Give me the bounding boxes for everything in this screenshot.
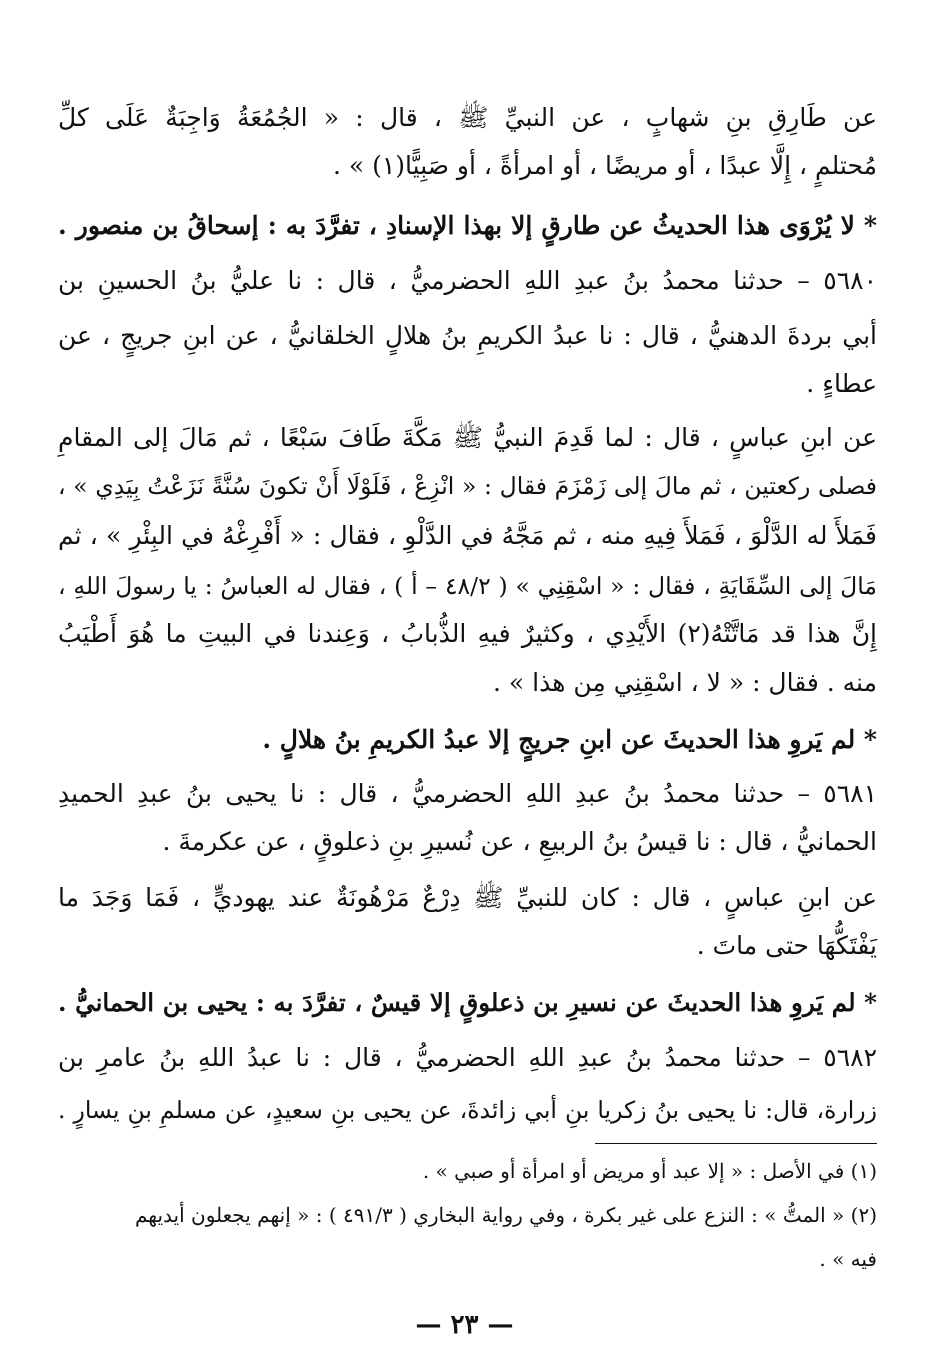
note-line-1: * لا يُرْوَى هذا الحديثُ عن طارقٍ إلا بهذا الإسنادِ ، تفرَّدَ به : إسحاقُ بن منصور .	[58, 211, 877, 240]
text-line-6: عطاءٍ .	[806, 369, 877, 398]
text-line-20: زرارة، قال: نا يحيى بنُ زكريا بنِ أبي زائدةَ، عن يحيى بنِ سعيدٍ، عن مسلمِ بنِ يسارٍ .	[58, 1096, 877, 1124]
page-number: — ٢٣ —	[415, 1310, 514, 1340]
note-line-3: * لم يَروِ هذا الحديثَ عن نسيرِ بن ذعلوقٍ إلا قيسٌ ، تفرَّدَ به : يحيى بن الحمانيُّ .	[58, 988, 877, 1017]
footnote-2-continued: فيه » .	[819, 1247, 877, 1271]
text-line-10: مَالَ إلى السِّقَايَةِ ، فقال : « اسْقِنِي » ( ٤٨/٢ – أ ) ، فقال له العباسُ : يا رسولَ اللهِ ،	[58, 572, 877, 600]
text-line-15: الحمانيُّ ، قال : نا قيسُ بنُ الربيعِ ، عن نُسيرِ بنِ ذعلوقٍ ، عن عكرمةَ .	[162, 827, 877, 856]
hadith-5680-header: ٥٦٨٠ – حدثنا محمدُ بنُ عبدِ اللهِ الحضرميُّ ، قال : نا عليُّ بنُ الحسينِ بن	[58, 266, 877, 295]
text-line-1: عن طَارِقِ بنِ شهابٍ ، عن النبيِّ ﷺ ، قال : « الجُمُعَةُ وَاجِبَةٌ عَلَى كلِّ	[58, 103, 877, 132]
note-line-2: * لم يَروِ هذا الحديثَ عن ابنِ جريجٍ إلا عبدُ الكريمِ بنُ هلالٍ .	[262, 725, 877, 754]
text-line-17: يَفْتَكُّهَا حتى ماتَ .	[696, 931, 877, 960]
footnote-2: (٢) « المتُّ » : النزع على غير بكرة ، وفي رواية البخاري ( ٤٩١/٣ ) : « إنهم يجعلون أيديهم	[134, 1203, 877, 1227]
hadith-5681-header: ٥٦٨١ – حدثنا محمدُ بنُ عبدِ اللهِ الحضرميُّ ، قال : نا يحيى بنُ عبدِ الحميدِ	[58, 779, 877, 808]
text-line-16: عن ابنِ عباسٍ ، قال : كان للنبيِّ ﷺ دِرْعٌ مَرْهُونَةٌ عند يهوديٍّ ، فَمَا وَجَدَ ما	[58, 883, 877, 912]
text-line-5: أبي بردةَ الدهنيُّ ، قال : نا عبدُ الكريمِ بنُ هلالٍ الخلقانيُّ ، عن ابنِ جريجٍ ، عن	[58, 321, 877, 350]
footnote-1: (١) في الأصل : « إلا عبد أو مريض أو امرأة أو صبي » .	[422, 1159, 877, 1183]
text-line-9: فَمَلأَ له الدَّلْوَ ، فَمَلأَ فِيهِ منه ، ثم مَجَّهُ في الدَّلْوِ ، فقال : « أَفْرِغْهُ في البِئْرِ » ، ثم	[58, 521, 877, 550]
text-line-12: منه . فقال : « لا ، اسْقِنِي مِن هذا » .	[493, 668, 877, 697]
text-line-2: مُحتلمٍ ، إِلَّا عبدًا ، أو مريضًا ، أو امرأةً ، أو صَبِيًّا(١) » .	[332, 151, 877, 180]
text-line-7: عن ابنِ عباسٍ ، قال : لما قَدِمَ النبيُّ ﷺ مَكَّةَ طَافَ سَبْعًا ، ثم مَالَ إلى المقامِ	[58, 423, 877, 452]
text-line-8: فصلى ركعتين ، ثم مالَ إلى زَمْزَمَ فقال : « انْزِعْ ، فَلَوْلَا أَنْ تكونَ سُنَّةً نَزَعْتُ بِيَدِي » ،	[58, 472, 877, 500]
text-line-11: إِنَّ هذا قد مَاتَّتْهُ(٢) الأَيْدِي ، وكثيرٌ فيهِ الذُّبابُ ، وَعِندنا في البيتِ ما هُوَ أَطْيَبُ	[58, 619, 878, 648]
footnote-divider	[595, 1143, 877, 1144]
hadith-5682-header: ٥٦٨٢ – حدثنا محمدُ بنُ عبدِ اللهِ الحضرميُّ ، قال : نا عبدُ اللهِ بنُ عامرِ بن	[58, 1043, 877, 1072]
